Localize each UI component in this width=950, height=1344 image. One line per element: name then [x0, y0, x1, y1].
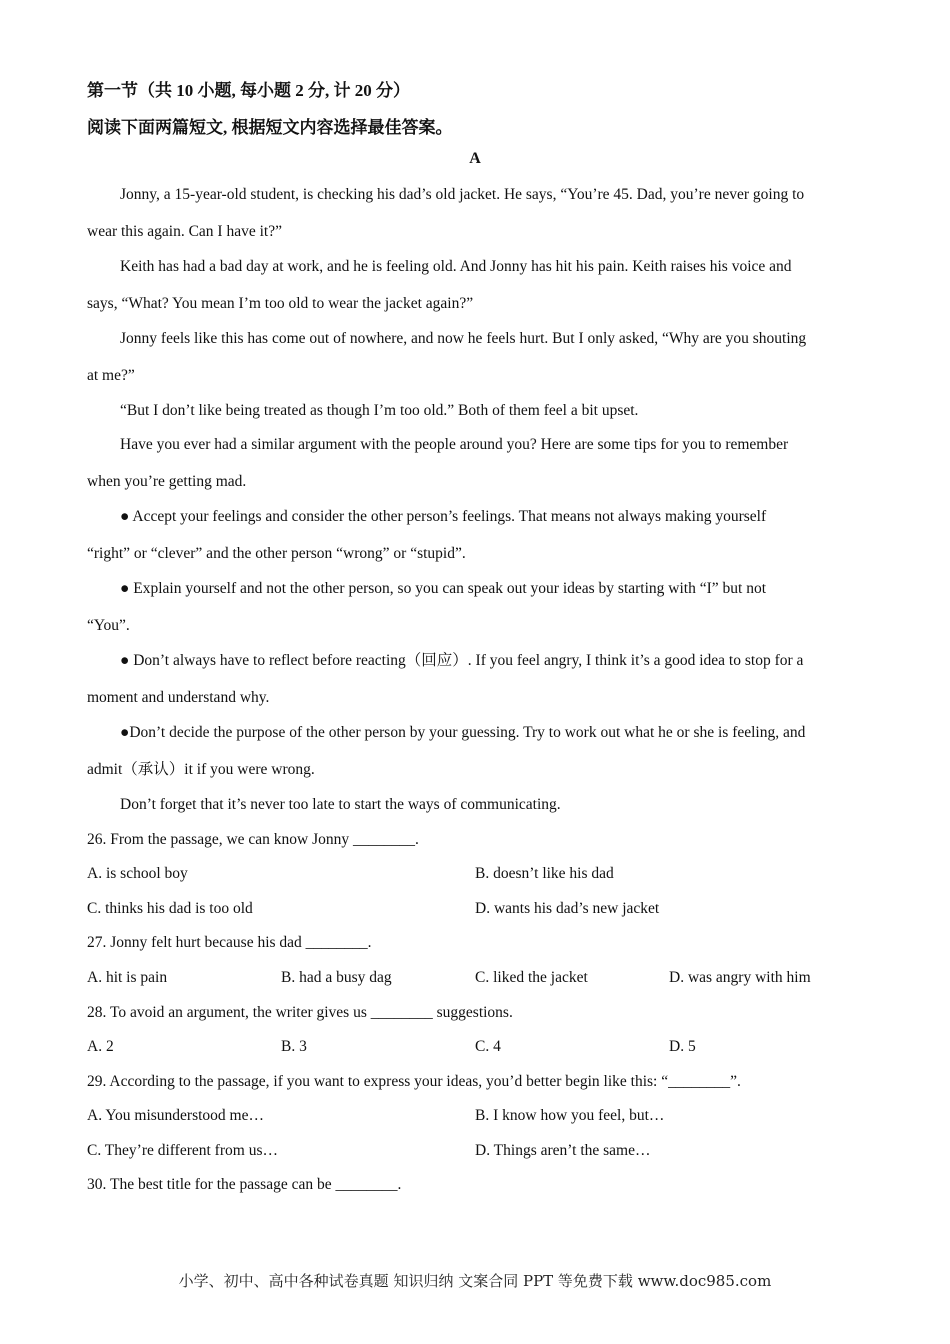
passage-line: ● Accept your feelings and consider the other person’s feelings. That means not always making yourself [120, 508, 767, 525]
page-footer: 小学、初中、高中各种试卷真题 知识归纳 文案合同 PPT 等免费下载 www.doc985.com [178, 1272, 772, 1290]
passage-line: moment and understand why. [87, 689, 270, 706]
passage-line: Keith has had a bad day at work, and he is feeling old. And Jonny has hit his pain. Keith raises his voice and [120, 258, 792, 275]
passage-line: ● Don’t always have to reflect before reacting（回应）. If you feel angry, I think it’s a good idea to stop for a [120, 652, 804, 669]
option-26-b: B. doesn’t like his dad [475, 865, 614, 882]
option-27-d: D. was angry with him [669, 969, 811, 986]
option-28-d: D. 5 [669, 1038, 696, 1055]
passage-line: ● Explain yourself and not the other person, so you can speak out your ideas by starting with “I” but not [120, 580, 767, 597]
passage-line: wear this again. Can I have it?” [87, 223, 282, 240]
passage-line: admit（承认）it if you were wrong. [87, 761, 315, 778]
option-27-a: A. hit is pain [87, 969, 168, 986]
section-instruction: 阅读下面两篇短文, 根据短文内容选择最佳答案。 [87, 118, 453, 137]
passage-line: says, “What? You mean I’m too old to wear the jacket again?” [87, 295, 474, 312]
option-28-b: B. 3 [281, 1038, 307, 1055]
passage-line: “right” or “clever” and the other person “wrong” or “stupid”. [87, 545, 466, 562]
option-29-c: C. They’re different from us… [87, 1142, 278, 1159]
passage-line: Don’t forget that it’s never too late to start the ways of communicating. [120, 796, 561, 813]
option-26-d: D. wants his dad’s new jacket [475, 900, 660, 917]
question-stem-26: 26. From the passage, we can know Jonny ________. [87, 831, 419, 848]
passage-line: “You”. [87, 617, 130, 634]
passage-label: A [469, 150, 481, 167]
option-26-c: C. thinks his dad is too old [87, 900, 253, 917]
passage-line: Jonny, a 15-year-old student, is checking his dad’s old jacket. He says, “You’re 45. Dad, you’re never going to [120, 186, 805, 203]
option-29-a: A. You misunderstood me… [87, 1107, 264, 1124]
passage-line: “But I don’t like being treated as though I’m too old.” Both of them feel a bit upset. [120, 402, 639, 419]
passage-line: Jonny feels like this has come out of nowhere, and now he feels hurt. But I only asked, “Why are you shouting [120, 330, 807, 347]
option-28-c: C. 4 [475, 1038, 501, 1055]
question-stem-29: 29. According to the passage, if you want to express your ideas, you’d better begin like this: “________”. [87, 1073, 741, 1090]
option-29-b: B. I know how you feel, but… [475, 1107, 665, 1124]
question-stem-27: 27. Jonny felt hurt because his dad ________. [87, 934, 372, 951]
option-29-d: D. Things aren’t the same… [475, 1142, 651, 1159]
passage-line: ●Don’t decide the purpose of the other person by your guessing. Try to work out what he or she is feeling, and [120, 724, 806, 741]
option-28-a: A. 2 [87, 1038, 114, 1055]
question-stem-30: 30. The best title for the passage can be ________. [87, 1176, 402, 1193]
section-title: 第一节（共 10 小题, 每小题 2 分, 计 20 分） [87, 81, 410, 100]
passage-line: when you’re getting mad. [87, 473, 247, 490]
option-26-a: A. is school boy [87, 865, 188, 882]
passage-line: Have you ever had a similar argument with the people around you? Here are some tips for you to remember [120, 436, 789, 453]
option-27-b: B. had a busy dag [281, 969, 392, 986]
passage-line: at me?” [87, 367, 135, 384]
question-stem-28: 28. To avoid an argument, the writer gives us ________ suggestions. [87, 1004, 513, 1021]
option-27-c: C. liked the jacket [475, 969, 588, 986]
